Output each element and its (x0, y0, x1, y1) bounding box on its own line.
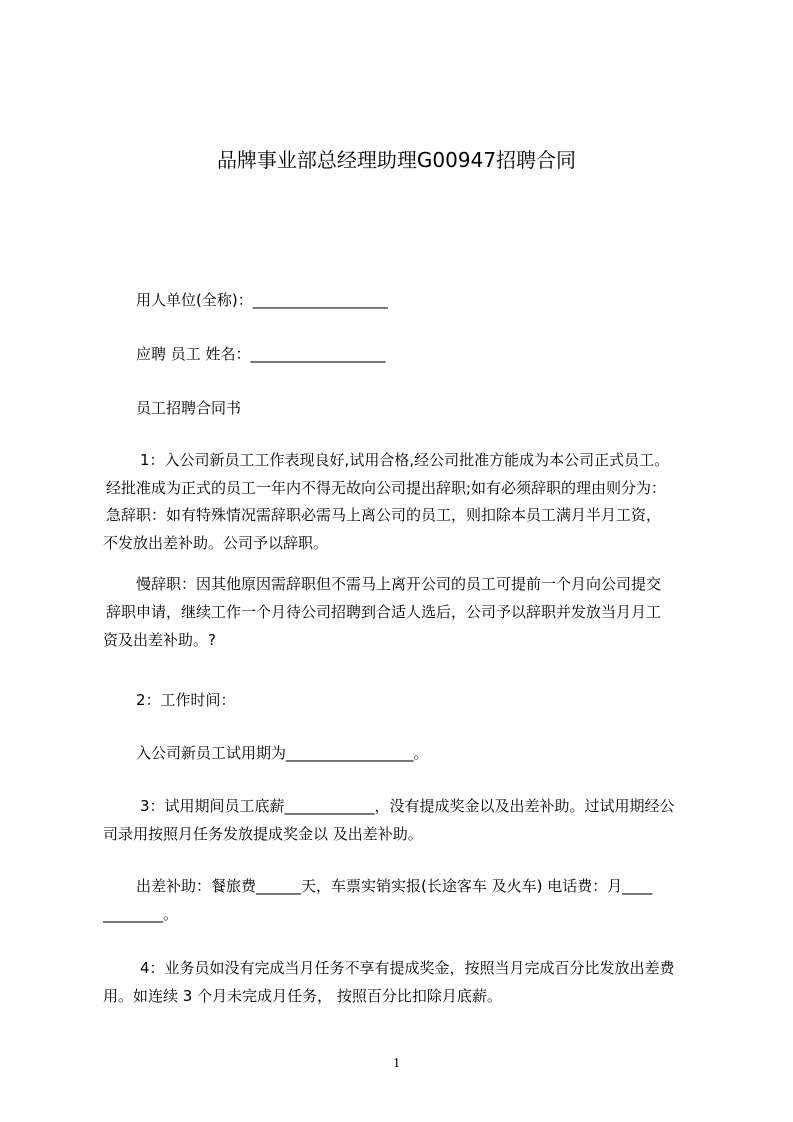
paragraph-line: 出差补助：餐旅费______天，车票实销实报(长途客车 及火车) 电话费：月____ (136, 877, 653, 895)
section-heading: 员工招聘合同书 (136, 399, 242, 417)
employer-field-line: 用人单位(全称)：__________________ (136, 291, 388, 309)
paragraph-line: ________。 (103, 905, 179, 923)
paragraph-line: 资及出差补助。? (103, 631, 216, 649)
paragraph-line: 3：试用期间员工底薪____________，没有提成奖金以及出差补助。过试用期经公 (140, 797, 675, 815)
paragraph-line: 司录用按照月任务发放提成奖金以 及出差补助。 (103, 825, 423, 843)
paragraph-line: 经批准成为正式的员工一年内不得无故向公司提出辞职;如有必须辞职的理由则分为： (106, 479, 667, 497)
probation-field-line: 入公司新员工试用期为_________________。 (136, 744, 429, 762)
section-heading: 2：工作时间： (136, 691, 236, 709)
paragraph-line: 用。如连续 3 个月未完成月任务， 按照百分比扣除月底薪。 (103, 987, 502, 1005)
page-number: 1 (393, 1056, 400, 1071)
paragraph-line: 慢辞职：因其他原因需辞职但不需马上离开公司的员工可提前一个月向公司提交 (136, 575, 662, 593)
paragraph-line: 4：业务员如没有完成当月任务不享有提成奖金，按照当月完成百分比发放出差费 (140, 959, 675, 977)
paragraph-line: 不发放出差补助。公司予以辞职。 (103, 534, 329, 552)
paragraph-line: 急辞职：如有特殊情况需辞职必需马上离公司的员工，则扣除本员工满月半月工资， (106, 506, 662, 524)
employee-name-field-line: 应聘 员工 姓名：__________________ (136, 345, 386, 363)
document-title: 品牌事业部总经理助理G00947招聘合同 (216, 148, 577, 172)
paragraph-line: 1：入公司新员工工作表现良好,试用合格,经公司批准方能成为本公司正式员工。 (140, 451, 670, 469)
paragraph-line: 辞职申请，继续工作一个月待公司招聘到合适人选后，公司予以辞职并发放当月月工 (106, 603, 662, 621)
